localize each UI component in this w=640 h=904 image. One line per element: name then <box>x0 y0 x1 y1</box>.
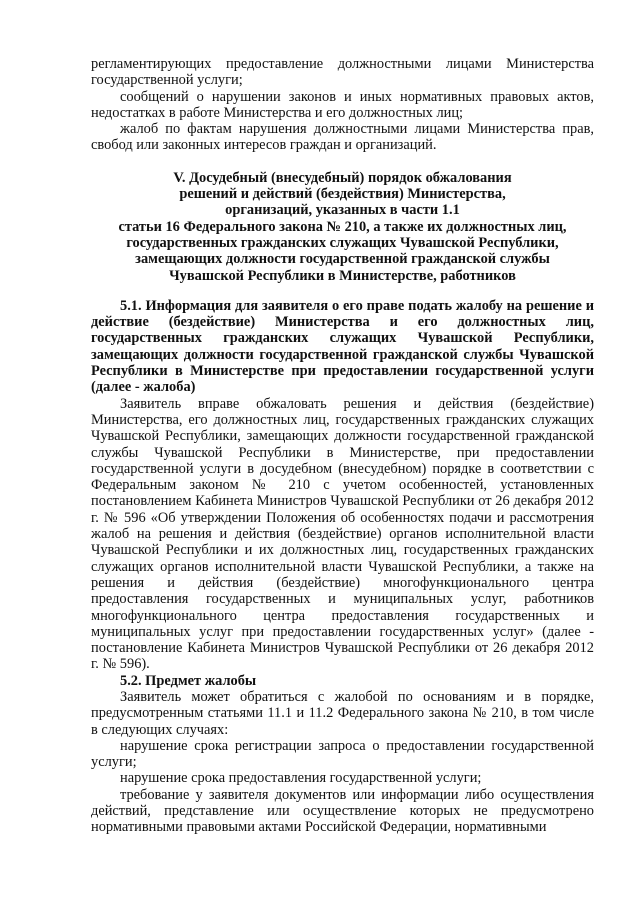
subsection-5-1-heading: 5.1. Информация для заявителя о его праве подать жалобу на решение и действие (бездействие) Министерства и его должностных лиц, государственных гражданских служащих Чувашской Республики, замещающих должности государственной гражданской службы Чувашской Республики в Министерстве при предоставлении государственной услуги (далее - жалоба) <box>91 297 594 396</box>
section-title-line-7: Чувашской Республики в Министерстве, работников <box>169 267 516 284</box>
case-item-3: требование у заявителя документов или информации либо осуществления действий, представление или осуществление которых не предусмотрено нормативными правовыми актами Российской Федерации, нормативными <box>91 786 594 836</box>
section-title <box>91 170 594 284</box>
subsection-5-2-text: Заявитель может обратиться с жалобой по основаниям и в порядке, предусмотренным статьями 11.1 и 11.2 Федерального закона № 210, в том числе в следующих случаях: <box>91 688 594 738</box>
section-title-line-3: организаций, указанных в части 1.1 <box>225 202 460 219</box>
section-title-line-1: V. Досудебный (внесудебный) порядок обжалования <box>173 169 512 186</box>
intro-paragraph-2: сообщений о нарушении законов и иных нормативных правовых актов, недостатках в работе Министерства и его должностных лиц; <box>91 88 594 121</box>
section-title-line-5: государственных гражданских служащих Чувашской Республики, <box>126 234 559 251</box>
subsection-5-2-heading: 5.2. Предмет жалобы <box>120 672 257 689</box>
subsection-5-1-text: Заявитель вправе обжаловать решения и действия (бездействие) Министерства, его должностных лиц, государственных гражданских служащих Чувашской Республики, замещающих должности государственной гражданской службы Чувашской Республики в Министерстве, при предоставлении государственной услуги в досудебном (внесудебном) порядке в соответствии с Федеральным законом № 210 с учетом особенностей, установленных постановлением Кабинета Министров Чувашской Республики от 26 декабря 2012 г. № 596 «Об утверждении Положения об особенностях подачи и рассмотрения жалоб на решения и действия (бездействие) органов исполнительной власти Чувашской Республики и их должностных лиц, государственных гражданских служащих органов исполнительной власти Чувашской Республики, а также на решения и действия (бездействие) многофункционального центра предоставления государственных и муниципальных услуг, работников многофункционального центра предоставления государственных и муниципальных услуг при предоставлении государственных услуг» (далее - постановление Кабинета Министров Чувашской Республики от 26 декабря 2012 г. № 596). <box>91 395 594 673</box>
case-item-2: нарушение срока предоставления государственной услуги; <box>120 770 482 787</box>
intro-paragraph-3: жалоб по фактам нарушения должностными лицами Министерства прав, свобод или законных интересов граждан и организаций. <box>91 121 594 154</box>
section-title-line-2: решений и действий (бездействия) Министерства, <box>179 186 506 203</box>
case-item-1: нарушение срока регистрации запроса о предоставлении государственной услуги; <box>91 737 594 771</box>
intro-paragraph-1: регламентирующих предоставление должностными лицами Министерства государственной услуги; <box>91 56 594 89</box>
section-title-line-6: замещающих должности государственной гражданской службы <box>135 251 550 268</box>
section-title-line-4: статьи 16 Федерального закона № 210, а также их должностных лиц, <box>118 218 567 235</box>
